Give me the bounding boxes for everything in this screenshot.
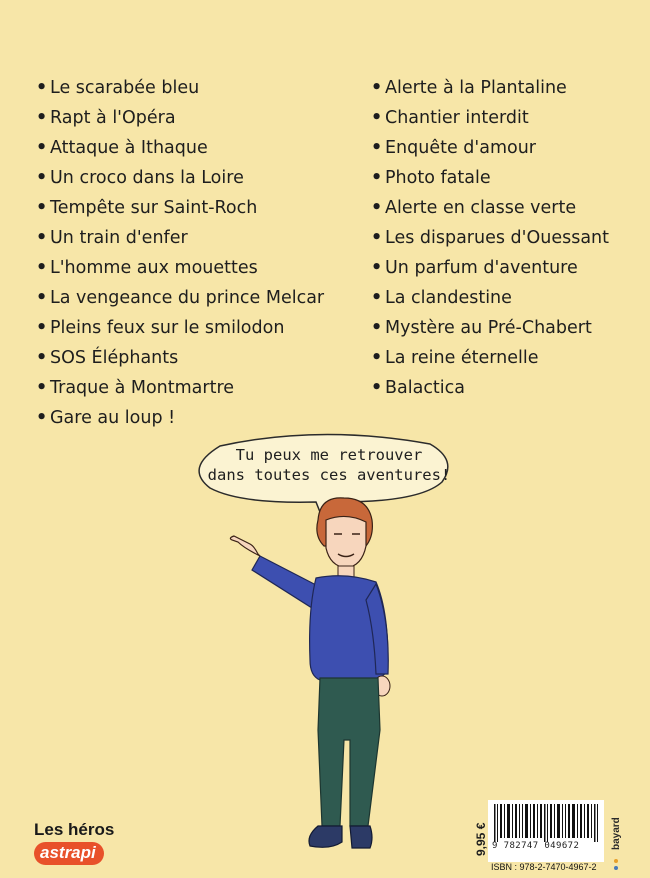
title-text: Un parfum d'aventure bbox=[385, 258, 578, 278]
title-text: Mystère au Pré-Chabert bbox=[385, 318, 592, 338]
title-text: Pleins feux sur le smilodon bbox=[50, 318, 285, 338]
title-text: Traque à Montmartre bbox=[50, 378, 235, 398]
title-item bbox=[371, 313, 609, 343]
bullet: • bbox=[36, 348, 48, 368]
title-item bbox=[36, 73, 324, 103]
bullet: • bbox=[36, 258, 48, 278]
title-text: Tempête sur Saint-Roch bbox=[50, 198, 258, 218]
title-item bbox=[36, 373, 324, 403]
title-item bbox=[371, 343, 609, 373]
bullet: • bbox=[371, 378, 383, 398]
title-text: Chantier interdit bbox=[385, 108, 529, 128]
bullet: • bbox=[371, 198, 383, 218]
barcode-number: 9 782747 049672 bbox=[492, 841, 580, 851]
title-item bbox=[371, 103, 609, 133]
bullet: • bbox=[371, 78, 383, 98]
bullet: • bbox=[36, 138, 48, 158]
title-item bbox=[371, 73, 609, 103]
bullet: • bbox=[36, 228, 48, 248]
bullet: • bbox=[36, 288, 48, 308]
title-text: Rapt à l'Opéra bbox=[50, 108, 176, 128]
bullet: • bbox=[36, 78, 48, 98]
isbn-text: ISBN : 978-2-7470-4967-2 bbox=[491, 862, 597, 872]
title-item bbox=[36, 283, 324, 313]
title-item bbox=[36, 253, 324, 283]
title-text: Un croco dans la Loire bbox=[50, 168, 244, 188]
title-text: Photo fatale bbox=[385, 168, 491, 188]
publisher-dots-icon bbox=[613, 858, 619, 872]
bullet: • bbox=[371, 288, 383, 308]
title-item bbox=[36, 223, 324, 253]
title-text: Alerte à la Plantaline bbox=[385, 78, 567, 98]
title-item bbox=[36, 133, 324, 163]
bubble-text-line2: dans toutes ces aventures! bbox=[207, 466, 451, 484]
title-item bbox=[36, 343, 324, 373]
bubble-text-line1: Tu peux me retrouver bbox=[235, 446, 423, 464]
bullet: • bbox=[371, 348, 383, 368]
title-item bbox=[371, 253, 609, 283]
bullet: • bbox=[371, 138, 383, 158]
title-item bbox=[371, 223, 609, 253]
bullet: • bbox=[36, 168, 48, 188]
series-logo-text: Les héros bbox=[34, 820, 115, 839]
title-text: La vengeance du prince Melcar bbox=[50, 288, 325, 308]
bullet: • bbox=[371, 108, 383, 128]
title-item bbox=[371, 283, 609, 313]
bullet: • bbox=[371, 258, 383, 278]
title-text: SOS Éléphants bbox=[50, 348, 179, 368]
pointing-boy-illustration bbox=[220, 490, 440, 870]
title-item bbox=[371, 373, 609, 403]
title-text: L'homme aux mouettes bbox=[50, 258, 258, 278]
title-text: La clandestine bbox=[385, 288, 512, 308]
title-text: La reine éternelle bbox=[385, 348, 539, 368]
bullet: • bbox=[371, 168, 383, 188]
title-item bbox=[371, 133, 609, 163]
bullet: • bbox=[36, 198, 48, 218]
bullet: • bbox=[36, 408, 48, 428]
publisher-logo: bayard bbox=[611, 817, 622, 850]
title-item bbox=[36, 163, 324, 193]
title-item bbox=[36, 103, 324, 133]
title-item bbox=[36, 193, 324, 223]
title-item bbox=[371, 193, 609, 223]
title-text: Les disparues d'Ouessant bbox=[385, 228, 610, 248]
title-text: Gare au loup ! bbox=[50, 408, 176, 428]
bullet: • bbox=[371, 228, 383, 248]
title-item bbox=[371, 163, 609, 193]
astrapi-logo: astrapi bbox=[34, 842, 104, 865]
bullet: • bbox=[36, 108, 48, 128]
title-text: Attaque à Ithaque bbox=[50, 138, 208, 158]
titles-left-column bbox=[36, 73, 324, 433]
bullet: • bbox=[36, 318, 48, 338]
title-text: Le scarabée bleu bbox=[50, 78, 200, 98]
bullet: • bbox=[371, 318, 383, 338]
price-label: 9,95 € bbox=[474, 822, 488, 856]
title-text: Un train d'enfer bbox=[50, 228, 188, 248]
title-text: Balactica bbox=[385, 378, 466, 398]
barcode-bars bbox=[494, 804, 598, 842]
title-text: Alerte en classe verte bbox=[385, 198, 577, 218]
title-text: Enquête d'amour bbox=[385, 138, 536, 158]
title-item bbox=[36, 403, 324, 433]
title-item bbox=[36, 313, 324, 343]
titles-right-column bbox=[371, 73, 609, 403]
barcode bbox=[488, 800, 604, 862]
bullet: • bbox=[36, 378, 48, 398]
